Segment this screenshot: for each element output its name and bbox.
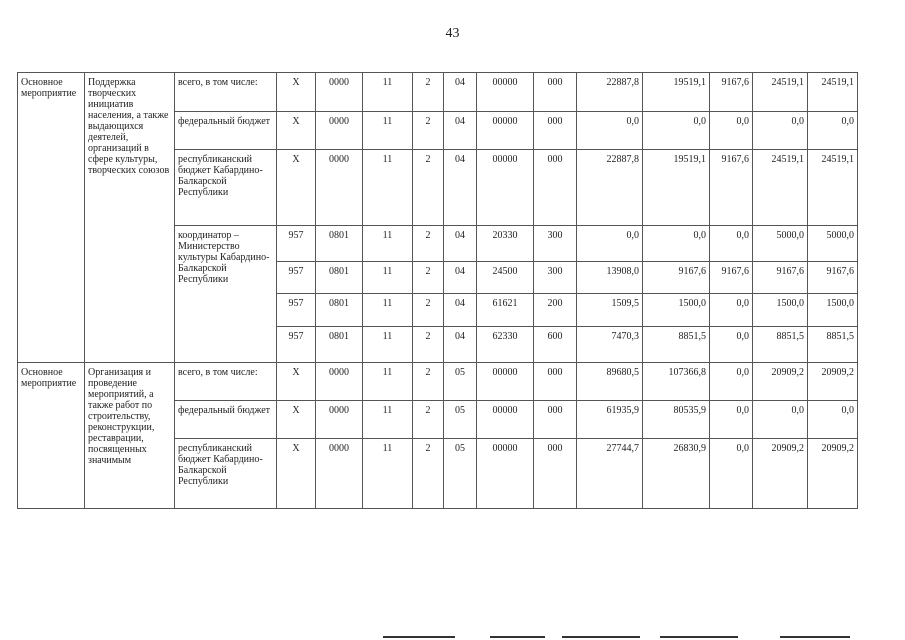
amount-cell: 9167,6 bbox=[710, 73, 753, 112]
amount-cell: 5000,0 bbox=[753, 226, 808, 262]
code-cell: 00000 bbox=[477, 401, 534, 439]
code-cell: 11 bbox=[363, 112, 413, 150]
amount-cell: 8851,5 bbox=[808, 327, 858, 363]
code-cell: 05 bbox=[444, 401, 477, 439]
code-cell: 24500 bbox=[477, 262, 534, 294]
code-cell: 04 bbox=[444, 112, 477, 150]
code-cell: 0000 bbox=[316, 112, 363, 150]
amount-cell: 19519,1 bbox=[643, 73, 710, 112]
code-cell: 0801 bbox=[316, 262, 363, 294]
amount-cell: 24519,1 bbox=[753, 150, 808, 226]
code-cell: 11 bbox=[363, 73, 413, 112]
amount-cell: 61935,9 bbox=[577, 401, 643, 439]
amount-cell: 1500,0 bbox=[753, 294, 808, 327]
amount-cell: 24519,1 bbox=[808, 150, 858, 226]
code-cell: 2 bbox=[413, 262, 444, 294]
code-cell: 11 bbox=[363, 294, 413, 327]
code-cell: 00000 bbox=[477, 439, 534, 509]
amount-cell: 24519,1 bbox=[753, 73, 808, 112]
amount-cell: 20909,2 bbox=[753, 363, 808, 401]
code-cell: 0000 bbox=[316, 150, 363, 226]
code-cell: 300 bbox=[534, 226, 577, 262]
code-cell: 0801 bbox=[316, 327, 363, 363]
amount-cell: 0,0 bbox=[577, 226, 643, 262]
amount-cell: 9167,6 bbox=[710, 150, 753, 226]
event-name-cell: Организация и проведение мероприятий, а также работ по строительству, реконструкции, реставрации, посвященных значимым bbox=[85, 363, 175, 509]
amount-cell: 0,0 bbox=[710, 439, 753, 509]
code-cell: 2 bbox=[413, 112, 444, 150]
amount-cell: 0,0 bbox=[753, 401, 808, 439]
amount-cell: 0,0 bbox=[577, 112, 643, 150]
amount-cell: 5000,0 bbox=[808, 226, 858, 262]
code-cell: 11 bbox=[363, 226, 413, 262]
code-cell: 2 bbox=[413, 439, 444, 509]
funding-source-cell: федеральный бюджет bbox=[175, 112, 277, 150]
amount-cell: 1500,0 bbox=[643, 294, 710, 327]
code-cell: 957 bbox=[277, 294, 316, 327]
code-cell: 000 bbox=[534, 401, 577, 439]
amount-cell: 0,0 bbox=[710, 112, 753, 150]
code-cell: 62330 bbox=[477, 327, 534, 363]
amount-cell: 9167,6 bbox=[710, 262, 753, 294]
amount-cell: 0,0 bbox=[643, 226, 710, 262]
code-cell: 20330 bbox=[477, 226, 534, 262]
code-cell: 2 bbox=[413, 294, 444, 327]
event-type-cell: Основное мероприятие bbox=[18, 73, 85, 363]
amount-cell: 1509,5 bbox=[577, 294, 643, 327]
scan-mark bbox=[383, 636, 455, 638]
code-cell: 04 bbox=[444, 150, 477, 226]
amount-cell: 0,0 bbox=[643, 112, 710, 150]
code-cell: 000 bbox=[534, 363, 577, 401]
code-cell: 11 bbox=[363, 401, 413, 439]
code-cell: 300 bbox=[534, 262, 577, 294]
code-cell: X bbox=[277, 363, 316, 401]
scan-mark bbox=[660, 636, 738, 638]
code-cell: X bbox=[277, 150, 316, 226]
code-cell: 0000 bbox=[316, 73, 363, 112]
amount-cell: 7470,3 bbox=[577, 327, 643, 363]
amount-cell: 0,0 bbox=[710, 363, 753, 401]
amount-cell: 24519,1 bbox=[808, 73, 858, 112]
code-cell: 04 bbox=[444, 73, 477, 112]
funding-source-cell: республиканский бюджет Кабардино-Балкарской Республики bbox=[175, 439, 277, 509]
funding-source-cell: всего, в том числе: bbox=[175, 73, 277, 112]
amount-cell: 0,0 bbox=[710, 294, 753, 327]
amount-cell: 0,0 bbox=[710, 226, 753, 262]
table-row bbox=[18, 73, 858, 112]
code-cell: 00000 bbox=[477, 150, 534, 226]
code-cell: 0000 bbox=[316, 363, 363, 401]
code-cell: 11 bbox=[363, 439, 413, 509]
amount-cell: 20909,2 bbox=[808, 439, 858, 509]
amount-cell: 80535,9 bbox=[643, 401, 710, 439]
scan-mark bbox=[780, 636, 850, 638]
scan-mark bbox=[490, 636, 545, 638]
amount-cell: 0,0 bbox=[710, 327, 753, 363]
amount-cell: 0,0 bbox=[808, 112, 858, 150]
code-cell: 000 bbox=[534, 112, 577, 150]
code-cell: 00000 bbox=[477, 363, 534, 401]
code-cell: 05 bbox=[444, 439, 477, 509]
code-cell: 04 bbox=[444, 327, 477, 363]
event-type-cell: Основное мероприятие bbox=[18, 363, 85, 509]
amount-cell: 0,0 bbox=[808, 401, 858, 439]
code-cell: 05 bbox=[444, 363, 477, 401]
amount-cell: 20909,2 bbox=[753, 439, 808, 509]
funding-source-cell: координатор – Министерство культуры Кабардино-Балкарской Республики bbox=[175, 226, 277, 363]
funding-source-cell: федеральный бюджет bbox=[175, 401, 277, 439]
amount-cell: 26830,9 bbox=[643, 439, 710, 509]
code-cell: 00000 bbox=[477, 112, 534, 150]
code-cell: 61621 bbox=[477, 294, 534, 327]
code-cell: 200 bbox=[534, 294, 577, 327]
code-cell: 600 bbox=[534, 327, 577, 363]
amount-cell: 27744,7 bbox=[577, 439, 643, 509]
code-cell: 2 bbox=[413, 150, 444, 226]
code-cell: X bbox=[277, 73, 316, 112]
amount-cell: 8851,5 bbox=[753, 327, 808, 363]
code-cell: X bbox=[277, 401, 316, 439]
code-cell: 957 bbox=[277, 327, 316, 363]
code-cell: 0801 bbox=[316, 294, 363, 327]
code-cell: 957 bbox=[277, 226, 316, 262]
code-cell: 04 bbox=[444, 294, 477, 327]
code-cell: 11 bbox=[363, 363, 413, 401]
code-cell: 11 bbox=[363, 327, 413, 363]
amount-cell: 8851,5 bbox=[643, 327, 710, 363]
funding-source-cell: всего, в том числе: bbox=[175, 363, 277, 401]
code-cell: 11 bbox=[363, 262, 413, 294]
amount-cell: 9167,6 bbox=[753, 262, 808, 294]
code-cell: 04 bbox=[444, 262, 477, 294]
scan-mark bbox=[562, 636, 640, 638]
code-cell: 2 bbox=[413, 73, 444, 112]
table-body bbox=[18, 73, 858, 509]
amount-cell: 9167,6 bbox=[808, 262, 858, 294]
code-cell: 11 bbox=[363, 150, 413, 226]
code-cell: X bbox=[277, 439, 316, 509]
amount-cell: 0,0 bbox=[753, 112, 808, 150]
code-cell: 957 bbox=[277, 262, 316, 294]
code-cell: X bbox=[277, 112, 316, 150]
amount-cell: 22887,8 bbox=[577, 150, 643, 226]
amount-cell: 19519,1 bbox=[643, 150, 710, 226]
amount-cell: 13908,0 bbox=[577, 262, 643, 294]
amount-cell: 89680,5 bbox=[577, 363, 643, 401]
amount-cell: 9167,6 bbox=[643, 262, 710, 294]
code-cell: 0801 bbox=[316, 226, 363, 262]
budget-table bbox=[17, 72, 858, 509]
amount-cell: 20909,2 bbox=[808, 363, 858, 401]
code-cell: 2 bbox=[413, 327, 444, 363]
code-cell: 04 bbox=[444, 226, 477, 262]
table-row bbox=[18, 363, 858, 401]
page-number: 43 bbox=[445, 26, 460, 41]
amount-cell: 1500,0 bbox=[808, 294, 858, 327]
code-cell: 000 bbox=[534, 150, 577, 226]
amount-cell: 22887,8 bbox=[577, 73, 643, 112]
code-cell: 2 bbox=[413, 401, 444, 439]
code-cell: 0000 bbox=[316, 439, 363, 509]
code-cell: 00000 bbox=[477, 73, 534, 112]
code-cell: 0000 bbox=[316, 401, 363, 439]
event-name-cell: Поддержка творческих инициатив населения, а также выдающихся деятелей, организаций в сфере культуры, творческих союзов bbox=[85, 73, 175, 363]
amount-cell: 107366,8 bbox=[643, 363, 710, 401]
code-cell: 2 bbox=[413, 226, 444, 262]
funding-source-cell: республиканский бюджет Кабардино-Балкарской Республики bbox=[175, 150, 277, 226]
code-cell: 000 bbox=[534, 73, 577, 112]
code-cell: 2 bbox=[413, 363, 444, 401]
code-cell: 000 bbox=[534, 439, 577, 509]
amount-cell: 0,0 bbox=[710, 401, 753, 439]
